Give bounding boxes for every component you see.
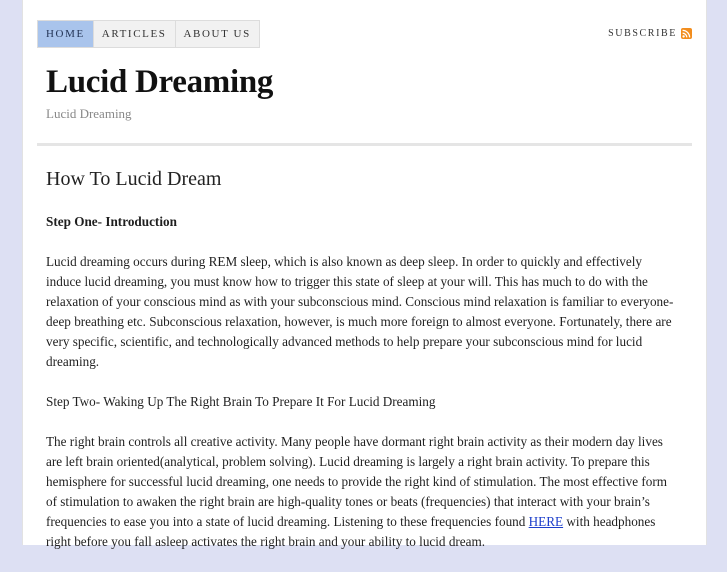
page-container bbox=[22, 0, 707, 549]
main-nav bbox=[37, 20, 260, 48]
nav-home[interactable]: HOME bbox=[38, 21, 94, 47]
step-two-heading: Step Two- Waking Up The Right Brain To Prepare It For Lucid Dreaming bbox=[46, 394, 436, 409]
subscribe-link[interactable] bbox=[608, 26, 692, 40]
post-title[interactable]: How To Lucid Dream bbox=[46, 168, 222, 190]
rss-icon bbox=[681, 28, 692, 39]
paragraph-two bbox=[46, 432, 676, 552]
subscribe-label: SUBSCRIBE bbox=[608, 27, 677, 39]
post-content bbox=[46, 166, 676, 572]
here-link[interactable]: HERE bbox=[528, 514, 564, 529]
paragraph-two-text-before: The right brain controls all creative activity. Many people have dormant right brain activity as their modern day lives are left brain oriented(analytical, problem solving). Lucid dreaming is largely a right brain activity. To prepare this hemisphere for successful lucid dreaming, one needs to provide the right kind of stimulation. The most effective form of stimulation to awaken the right brain are high-quality tones or beats (frequencies) that interact with your brain’s frequencies to ease you into a state of lucid dreaming. Listening to these frequencies found bbox=[46, 434, 667, 529]
paragraph-two-text-after: with headphones right before you fall asleep activates the right brain and your ability to lucid dream. bbox=[46, 514, 656, 549]
nav-about-us[interactable]: ABOUT US bbox=[176, 21, 260, 47]
paragraph-one: Lucid dreaming occurs during REM sleep, which is also known as deep sleep. In order to quickly and effectively induce lucid dreaming, you must know how to trigger this state of sleep at your will. This has much to do with the relaxation of your conscious mind as with your subconscious mind. Conscious mind relaxation is familiar to everyone- deep breathing etc. Subconscious relaxation, however, is much more foreign to almost everyone. Fortunately, there are very specific, scientific, and technologically advanced methods to help prepare your subconscious mind for lucid dreaming. bbox=[46, 254, 674, 369]
nav-articles[interactable]: ARTICLES bbox=[94, 21, 176, 47]
step-one-heading: Step One- Introduction bbox=[46, 214, 177, 229]
site-tagline: Lucid Dreaming bbox=[46, 106, 132, 121]
header-divider bbox=[37, 143, 692, 146]
site-title[interactable]: Lucid Dreaming bbox=[46, 64, 274, 100]
